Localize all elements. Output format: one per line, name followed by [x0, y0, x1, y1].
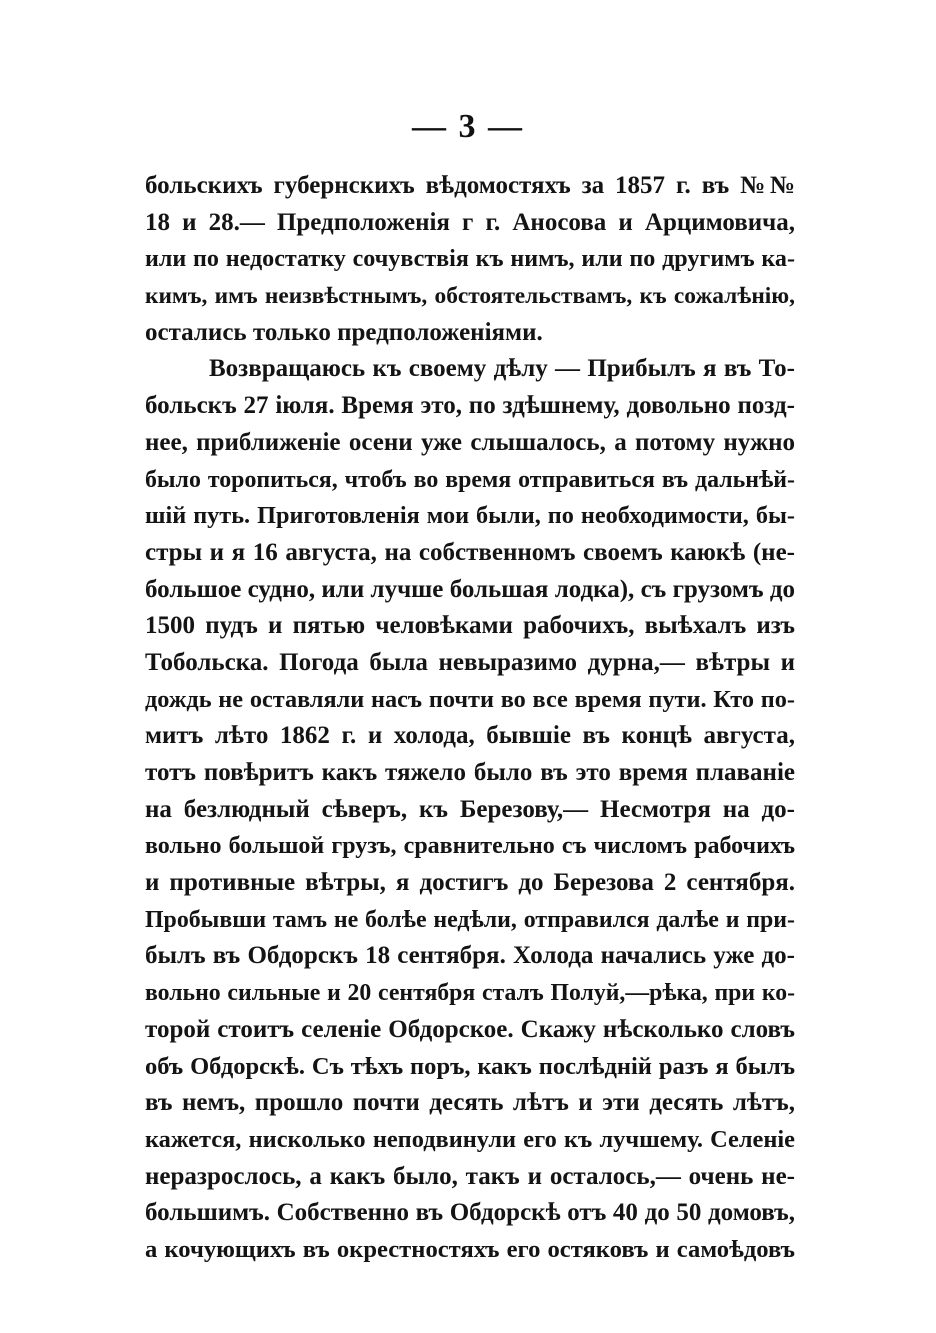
- text-line: или по недостатку сочувствія къ нимъ, или по другимъ ка-: [145, 246, 795, 273]
- text-line: Пробывши тамъ не болѣе недѣли, отправился далѣе и при-: [145, 906, 795, 933]
- text-line: 18 и 28.— Предположенія г г. Аносова и Арцимовича,: [145, 208, 795, 236]
- text-line: на безлюдный сѣверъ, къ Березову,— Несмотря на до-: [145, 795, 795, 823]
- text-line: торой стоитъ селеніе Обдорское. Скажу нѣсколько словъ: [145, 1015, 795, 1043]
- text-line: былъ въ Обдорскъ 18 сентября. Холода начались уже до-: [145, 942, 795, 970]
- text-line: дождь не оставляли насъ почти во все время пути. Кто по-: [145, 685, 795, 713]
- text-line: большимъ. Собственно въ Обдорскѣ отъ 40 до 50 домовъ,: [145, 1199, 795, 1227]
- text-line: большое судно, или лучше большая лодка), съ грузомъ до: [145, 575, 795, 603]
- text-line: объ Обдорскѣ. Съ тѣхъ поръ, какъ послѣдній разъ я былъ: [145, 1052, 795, 1080]
- text-line: митъ лѣто 1862 г. и холода, бывшіе въ концѣ августа,: [145, 722, 795, 750]
- text-line: больскъ 27 іюля. Время это, по здѣшнему, довольно позд-: [145, 392, 795, 420]
- text-line: въ немъ, прошло почти десять лѣтъ и эти десять лѣтъ,: [145, 1089, 795, 1117]
- text-line: тотъ повѣритъ какъ тяжело было въ это время плаваніе: [145, 759, 795, 786]
- text-line: вольно большой грузъ, сравнительно съ числомъ рабочихъ: [145, 833, 795, 860]
- text-line: вольно сильные и 20 сентября сталъ Полуй,—рѣка, при ко-: [145, 980, 795, 1007]
- page-number: — 3 —: [412, 108, 524, 145]
- text-line: было торопиться, чтобъ во время отправиться въ дальнѣй-: [145, 466, 795, 493]
- text-line: Возвращаюсь къ своему дѣлу — Прибылъ я въ То-: [209, 355, 795, 383]
- paragraph-2: [145, 351, 795, 1268]
- text-line: неразрослось, а какъ было, такъ и осталось,— очень не-: [145, 1162, 795, 1190]
- text-line: Тобольска. Погода была невыразимо дурна,— вѣтры и: [145, 648, 795, 676]
- text-line: остались только предположеніями.: [145, 318, 543, 346]
- text-line: кажется, нисколько неподвинули его къ лучшему. Селеніе: [145, 1125, 795, 1153]
- paragraph-1: [145, 168, 795, 351]
- body-text: [145, 168, 795, 1269]
- text-line: 1500 пудъ и пятью человѣками рабочихъ, выѣхалъ изъ: [145, 612, 795, 640]
- text-line: и противные вѣтры, я достигъ до Березова 2 сентября.: [145, 869, 795, 897]
- text-line: больскихъ губернскихъ вѣдомостяхъ за 1857 г. въ №№: [145, 172, 795, 199]
- text-line: стры и я 16 августа, на собственномъ своемъ каюкѣ (не-: [145, 538, 795, 566]
- text-line: а кочующихъ въ окрестностяхъ его остяковъ и самоѣдовъ: [145, 1235, 795, 1263]
- text-line: нее, приближеніе осени уже слышалось, а потому нужно: [145, 428, 795, 456]
- text-line: кимъ, имъ неизвѣстнымъ, обстоятельствамъ, къ сожалѣнію,: [145, 283, 795, 310]
- text-line: шій путь. Приготовленія мои были, по необходимости, бы-: [145, 502, 795, 530]
